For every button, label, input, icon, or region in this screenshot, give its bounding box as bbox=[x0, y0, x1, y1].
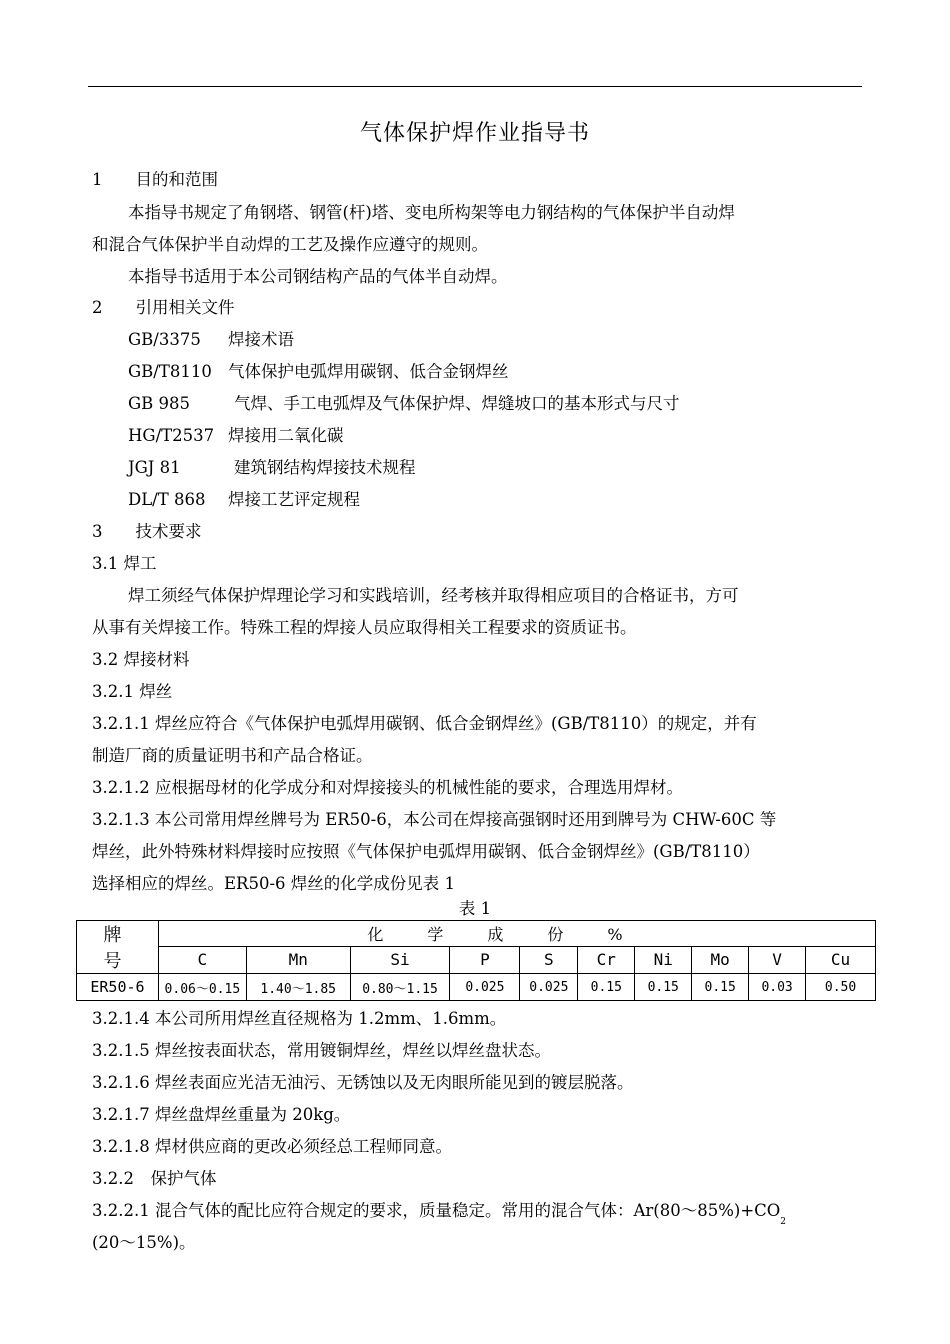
clause-3-2-2-1a-text: 3.2.2.1 混合气体的配比应符合规定的要求，质量稳定。常用的混合气体：Ar(80～85%)+CO bbox=[92, 1201, 781, 1220]
reference-name: 焊接用二氧化碳 bbox=[228, 426, 344, 445]
clause-3-2-1-6: 3.2.1.6 焊丝表面应光洁无油污、无锈蚀以及无肉眼所能见到的镀层脱落。 bbox=[92, 1073, 634, 1092]
reference-name: 气体保护电弧焊用碳钢、低合金钢焊丝 bbox=[228, 362, 509, 381]
reference-code: GB/T8110 bbox=[128, 362, 212, 381]
element-header-cell: Mn bbox=[246, 946, 350, 973]
reference-code: GB 985 bbox=[128, 394, 191, 413]
clause-3-2-1-4: 3.2.1.4 本公司所用焊丝直径规格为 1.2mm、1.6mm。 bbox=[92, 1009, 507, 1028]
element-header-cell: P bbox=[450, 946, 520, 973]
reference-item bbox=[128, 364, 509, 381]
value-cell: 0.025 bbox=[450, 974, 520, 1001]
reference-name: 焊接术语 bbox=[228, 330, 294, 349]
subscript-2: 2 bbox=[780, 1217, 787, 1227]
value-cell: 0.15 bbox=[578, 974, 635, 1001]
reference-item bbox=[128, 428, 344, 445]
clause-3-2-1-7: 3.2.1.7 焊丝盘焊丝重量为 20kg。 bbox=[92, 1105, 351, 1124]
chemical-composition-table bbox=[76, 920, 876, 1001]
reference-code: GB/3375 bbox=[128, 330, 201, 349]
clause-3-2-1-3a: 3.2.1.3 本公司常用焊丝牌号为 ER50-6，本公司在焊接高强钢时还用到牌号为 CHW-60C 等 bbox=[92, 810, 777, 829]
value-cell: 0.03 bbox=[749, 974, 806, 1001]
reference-code: DL/T 868 bbox=[128, 490, 206, 509]
clause-3-2-1-5: 3.2.1.5 焊丝按表面状态，常用镀铜焊丝，焊丝以焊丝盘状态。 bbox=[92, 1041, 551, 1060]
section-3-2-1-heading: 3.2.1 焊丝 bbox=[92, 682, 173, 701]
section-1-paragraph-1a: 本指导书规定了角钢塔、钢管(杆)塔、变电所构架等电力钢结构的气体保护半自动焊 bbox=[128, 203, 735, 222]
reference-item bbox=[128, 492, 360, 509]
reference-code: JGJ 81 bbox=[128, 458, 181, 477]
section-3-1-paragraph-a: 焊工须经气体保护焊理论学习和实践培训，经考核并取得相应项目的合格证书，方可 bbox=[128, 586, 739, 605]
reference-name: 建筑钢结构焊接技术规程 bbox=[234, 458, 416, 477]
reference-name: 焊接工艺评定规程 bbox=[228, 490, 360, 509]
value-cell: 0.50 bbox=[806, 974, 876, 1001]
clause-3-2-1-2: 3.2.1.2 应根据母材的化学成分和对焊接接头的机械性能的要求，合理选用焊材。 bbox=[92, 778, 683, 797]
value-cell: 0.06～0.15 bbox=[158, 974, 246, 1001]
element-header-cell: Cu bbox=[806, 946, 876, 973]
value-cell: 0.025 bbox=[520, 974, 578, 1001]
value-cell: 0.80～1.15 bbox=[350, 974, 450, 1001]
element-header-cell: Mo bbox=[692, 946, 749, 973]
section-3-2-heading: 3.2 焊接材料 bbox=[92, 650, 190, 669]
section-3-2-2-heading: 3.2.2 保护气体 bbox=[92, 1169, 217, 1188]
clause-3-2-2-1a bbox=[92, 1203, 786, 1227]
clause-3-2-1-3b: 焊丝，此外特殊材料焊接时应按照《气体保护电弧焊用碳钢、低合金钢焊丝》(GB/T8110） bbox=[92, 842, 760, 861]
section-3-heading: 3 技术要求 bbox=[92, 522, 202, 541]
reference-item bbox=[128, 396, 680, 413]
section-3-1-paragraph-b: 从事有关焊接工作。特殊工程的焊接人员应取得相关工程要求的资质证书。 bbox=[92, 618, 637, 637]
reference-code: HG/T2537 bbox=[128, 426, 215, 445]
value-cell: 0.15 bbox=[692, 974, 749, 1001]
clause-3-2-1-1a: 3.2.1.1 焊丝应符合《气体保护电弧焊用碳钢、低合金钢焊丝》(GB/T8110）的规定，并有 bbox=[92, 714, 757, 733]
element-header-cell: Ni bbox=[635, 946, 692, 973]
composition-header-cell: 化学成份% bbox=[158, 921, 875, 947]
table-caption: 表 1 bbox=[458, 899, 492, 918]
value-cell: 0.15 bbox=[635, 974, 692, 1001]
element-header-cell: Cr bbox=[578, 946, 635, 973]
section-1-paragraph-2: 本指导书适用于本公司钢结构产品的气体半自动焊。 bbox=[128, 267, 508, 286]
value-cell: 1.40～1.85 bbox=[246, 974, 350, 1001]
reference-item bbox=[128, 332, 294, 349]
table-row bbox=[77, 974, 876, 1001]
element-header-cell: S bbox=[520, 946, 578, 973]
clause-3-2-1-8: 3.2.1.8 焊材供应商的更改必须经总工程师同意。 bbox=[92, 1137, 452, 1156]
document-title: 气体保护焊作业指导书 bbox=[359, 121, 590, 146]
element-header-cell: V bbox=[749, 946, 806, 973]
section-3-1-heading: 3.1 焊工 bbox=[92, 554, 157, 573]
section-2-heading: 2 引用相关文件 bbox=[92, 298, 235, 317]
element-header-cell: C bbox=[158, 946, 246, 973]
section-1-heading: 1 目的和范围 bbox=[92, 170, 218, 189]
clause-3-2-2-1b: (20～15%)。 bbox=[92, 1233, 196, 1252]
reference-name: 气焊、手工电弧焊及气体保护焊、焊缝坡口的基本形式与尺寸 bbox=[234, 394, 680, 413]
clause-3-2-1-3c: 选择相应的焊丝。ER50-6 焊丝的化学成份见表 1 bbox=[92, 874, 456, 893]
brand-header-cell: 牌 号 bbox=[77, 921, 159, 974]
element-header-cell: Si bbox=[350, 946, 450, 973]
brand-cell: ER50-6 bbox=[77, 974, 159, 1001]
reference-item bbox=[128, 460, 416, 477]
header-rule bbox=[88, 86, 862, 87]
clause-3-2-1-1b: 制造厂商的质量证明书和产品合格证。 bbox=[92, 746, 373, 765]
section-1-paragraph-1b: 和混合气体保护半自动焊的工艺及操作应遵守的规则。 bbox=[92, 235, 488, 254]
